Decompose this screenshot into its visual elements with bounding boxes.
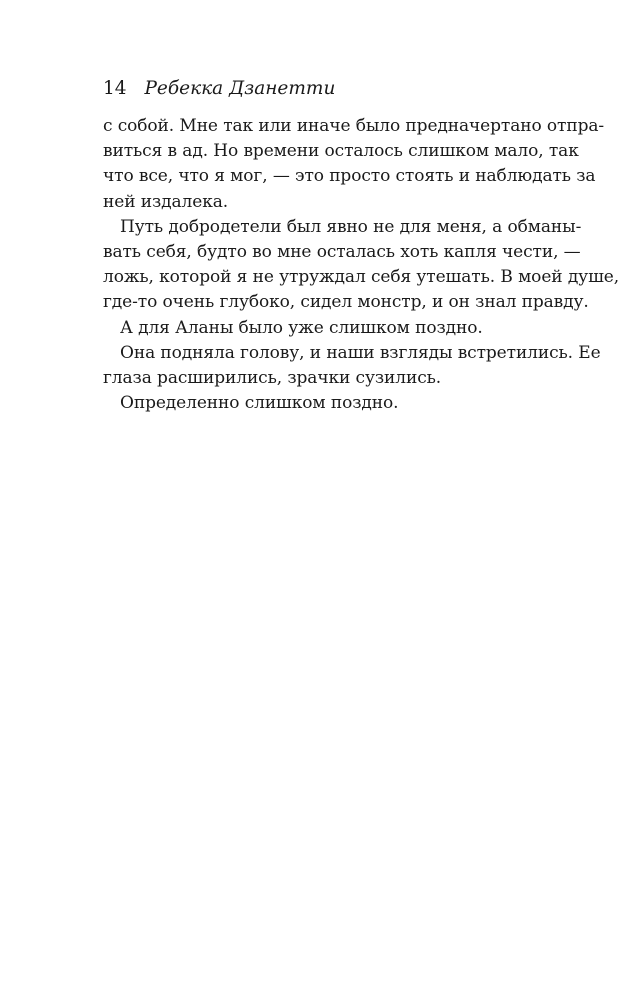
- author-name: Ребекка Дзанетти: [144, 78, 336, 99]
- paragraph-first-line: А для Аланы было уже слишком поздно.: [120, 317, 483, 338]
- paragraph-first-line: Она подняла голову, и наши взгляды встретились. Ее: [120, 342, 601, 363]
- page-number: 14: [103, 78, 127, 99]
- paragraph-first-line: Определенно слишком поздно.: [120, 393, 399, 414]
- text-line: глаза расширились, зрачки сузились.: [103, 367, 442, 388]
- text-line: где-то очень глубоко, сидел монстр, и он знал правду.: [103, 292, 589, 313]
- text-line: с собой. Мне так или иначе было предначертано отпра-: [103, 116, 605, 136]
- paragraph-first-line: Путь добродетели был явно не для меня, а обманы-: [120, 216, 582, 237]
- text-line: что все, что я мог, — это просто стоять и наблюдать за: [103, 166, 596, 187]
- text-line: вать себя, будто во мне осталась хоть капля чести, —: [103, 241, 581, 262]
- text-line: ней издалека.: [103, 191, 229, 212]
- text-line: ложь, которой я не утруждал себя утешать. В моей душе,: [103, 267, 620, 288]
- running-head: [103, 75, 335, 103]
- text-line: виться в ад. Но времени осталось слишком мало, так: [103, 141, 579, 162]
- body-text: [103, 114, 620, 416]
